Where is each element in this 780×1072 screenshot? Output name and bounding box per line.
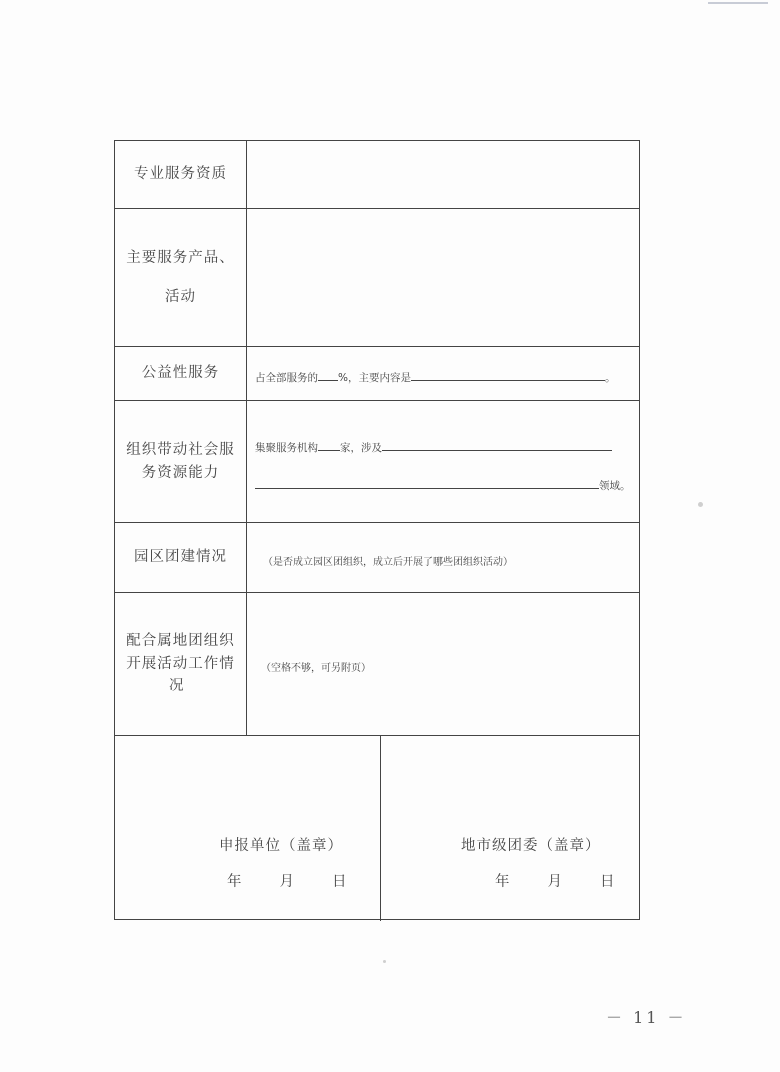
row-public-service <box>115 347 639 401</box>
scan-speck <box>698 502 703 507</box>
label-text: 活动 <box>165 288 196 305</box>
city-league-seal-area <box>381 736 639 921</box>
date-day: 日 <box>332 874 347 890</box>
field-resource-capacity <box>247 401 639 522</box>
field-note: （空格不够，可另附页） <box>261 663 371 674</box>
field-park-league[interactable] <box>247 523 639 592</box>
field-note: （是否成立园区团组织，成立后开展了哪些团组织活动） <box>263 557 513 568</box>
date-month: 月 <box>547 874 562 890</box>
label-text: 况 <box>169 678 185 695</box>
inline-text: %，主要内容是 <box>338 372 411 384</box>
field-cooperation[interactable] <box>247 593 639 735</box>
percent-blank[interactable] <box>318 369 338 381</box>
row-park-league <box>115 523 639 593</box>
agency-count-blank[interactable] <box>318 439 340 451</box>
fields-blank[interactable] <box>382 439 612 451</box>
row-products <box>115 209 639 347</box>
label-text: 务资源能力 <box>141 464 220 481</box>
city-league-date <box>495 870 615 891</box>
label-text: 公益性服务 <box>141 365 220 382</box>
row-cooperation <box>115 593 639 736</box>
field-products[interactable] <box>247 209 639 346</box>
inline-text: 。 <box>604 372 616 384</box>
row-qualification <box>115 141 639 209</box>
label-text: 专业服务资质 <box>134 166 227 183</box>
applicant-seal-label: 申报单位（盖章） <box>219 838 343 854</box>
label-resource-capacity <box>115 401 247 522</box>
inline-text: 领域。 <box>599 480 631 492</box>
row-resource-capacity <box>115 401 639 523</box>
fields-blank-continued[interactable] <box>255 477 599 489</box>
page-number: － 11 － <box>606 1008 687 1027</box>
applicant-seal-area <box>115 736 381 921</box>
field-qualification[interactable] <box>247 141 639 208</box>
city-league-seal-label: 地市级团委（盖章） <box>461 838 601 854</box>
date-month: 月 <box>279 874 294 890</box>
scan-edge-mark <box>708 2 768 4</box>
field-public-service <box>247 347 639 400</box>
label-text: 主要服务产品、 <box>126 250 235 267</box>
label-park-league <box>115 523 247 592</box>
label-text: 园区团建情况 <box>134 549 227 566</box>
inline-text: 集聚服务机构 <box>255 442 318 454</box>
date-day: 日 <box>600 874 615 890</box>
label-qualification <box>115 141 247 208</box>
applicant-date <box>227 870 347 891</box>
scan-speck <box>383 960 386 963</box>
label-text: 组织带动社会服 <box>126 442 235 459</box>
label-products <box>115 209 247 346</box>
inline-text: 占全部服务的 <box>255 372 318 384</box>
label-cooperation <box>115 593 247 735</box>
application-form-table <box>114 140 640 920</box>
date-year: 年 <box>227 874 242 890</box>
date-year: 年 <box>495 874 510 890</box>
content-blank[interactable] <box>411 369 605 381</box>
label-public-service <box>115 347 247 400</box>
inline-text: 家，涉及 <box>340 442 382 454</box>
label-text: 配合属地团组织 <box>126 633 235 650</box>
label-text: 开展活动工作情 <box>126 655 235 672</box>
